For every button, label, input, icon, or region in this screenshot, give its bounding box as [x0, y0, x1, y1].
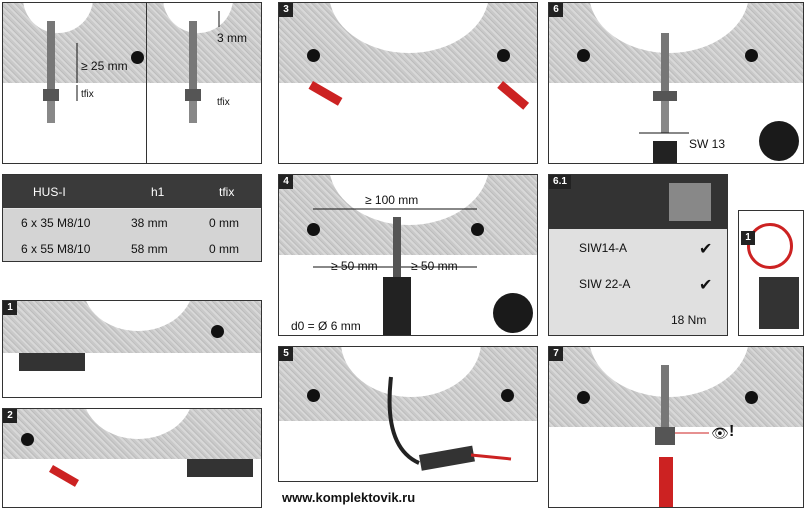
panel-step-6-1: [548, 174, 728, 336]
panel-step-5: [278, 346, 538, 482]
panel-step-1: [2, 300, 262, 398]
cell-tfix: 0 mm: [209, 216, 239, 230]
header-hus-i: HUS-I: [33, 184, 66, 199]
step-number: 6.1: [549, 175, 571, 189]
marker-hand-drawing: [279, 3, 538, 164]
bolt-drawing: [3, 3, 262, 164]
torque-label: 18 Nm: [671, 313, 707, 327]
panel-step-2: [2, 408, 262, 508]
drill-diameter-label: d0 = Ø 6 mm: [291, 319, 361, 333]
tool-2-label: SIW 22-A: [579, 277, 631, 291]
marker-hand-drawing: [3, 409, 262, 508]
spacing-top-label: ≥ 100 mm: [365, 193, 419, 207]
tool-1-label: SIW14-A: [579, 241, 628, 255]
panel-step-7: [548, 346, 804, 508]
tfix-label-2: tfix: [217, 97, 230, 108]
step-number: 4: [279, 175, 293, 189]
spacing-right-label: ≥ 50 mm: [411, 259, 458, 273]
detector-icon: [19, 353, 85, 371]
safety-goggles-icon: [493, 293, 533, 333]
tool-2-check-icon: ✔: [699, 277, 713, 294]
cell-h1: 58 mm: [131, 242, 168, 256]
step-number: 5: [279, 347, 293, 361]
step-number: 6: [549, 3, 563, 17]
tool-1-check-icon: ✔: [699, 241, 713, 258]
table-row: [3, 235, 261, 262]
table-header: [3, 175, 261, 208]
spec-table: [2, 174, 262, 262]
tfix-label: tfix: [81, 89, 94, 100]
spacing-left-label: ≥ 50 mm: [331, 259, 378, 273]
inspect-exclamation: !: [729, 423, 735, 440]
gap-label: 3 mm: [217, 31, 247, 45]
embedment-depth-label: ≥ 25 mm: [81, 59, 128, 73]
step-number: 7: [549, 347, 563, 361]
socket-size-label: SW 13: [689, 137, 726, 151]
cell-size: 6 x 55 M8/10: [21, 242, 91, 256]
bolt-check-drawing: [549, 347, 804, 508]
footer-url: www.komplektovik.ru: [282, 490, 416, 505]
inspect-eye-icon: 👁: [711, 425, 729, 441]
panel-step-6: [548, 2, 804, 164]
safety-goggles-icon: [759, 121, 799, 161]
step-number: 1: [3, 301, 17, 315]
highlight-circle: [747, 223, 793, 269]
battery-icon: [759, 277, 799, 329]
header-h1: h1: [151, 184, 165, 199]
cell-tfix: 0 mm: [209, 242, 239, 256]
panel-embedment: [2, 2, 262, 164]
blow-pump-drawing: [279, 347, 538, 482]
panel-step-4: [278, 174, 538, 336]
step-number: 2: [3, 409, 17, 423]
cell-size: 6 x 35 M8/10: [21, 216, 91, 230]
inset-wrench: [738, 210, 804, 336]
table-row: [3, 209, 261, 237]
drill-hole-marker: [211, 325, 224, 338]
header-tfix: tfix: [219, 184, 235, 199]
impact-wrench-icon: [669, 183, 711, 221]
panel-step-3: [278, 2, 538, 164]
cell-h1: 38 mm: [131, 216, 168, 230]
inset-number: 1: [741, 231, 755, 245]
step-number: 3: [279, 3, 293, 17]
